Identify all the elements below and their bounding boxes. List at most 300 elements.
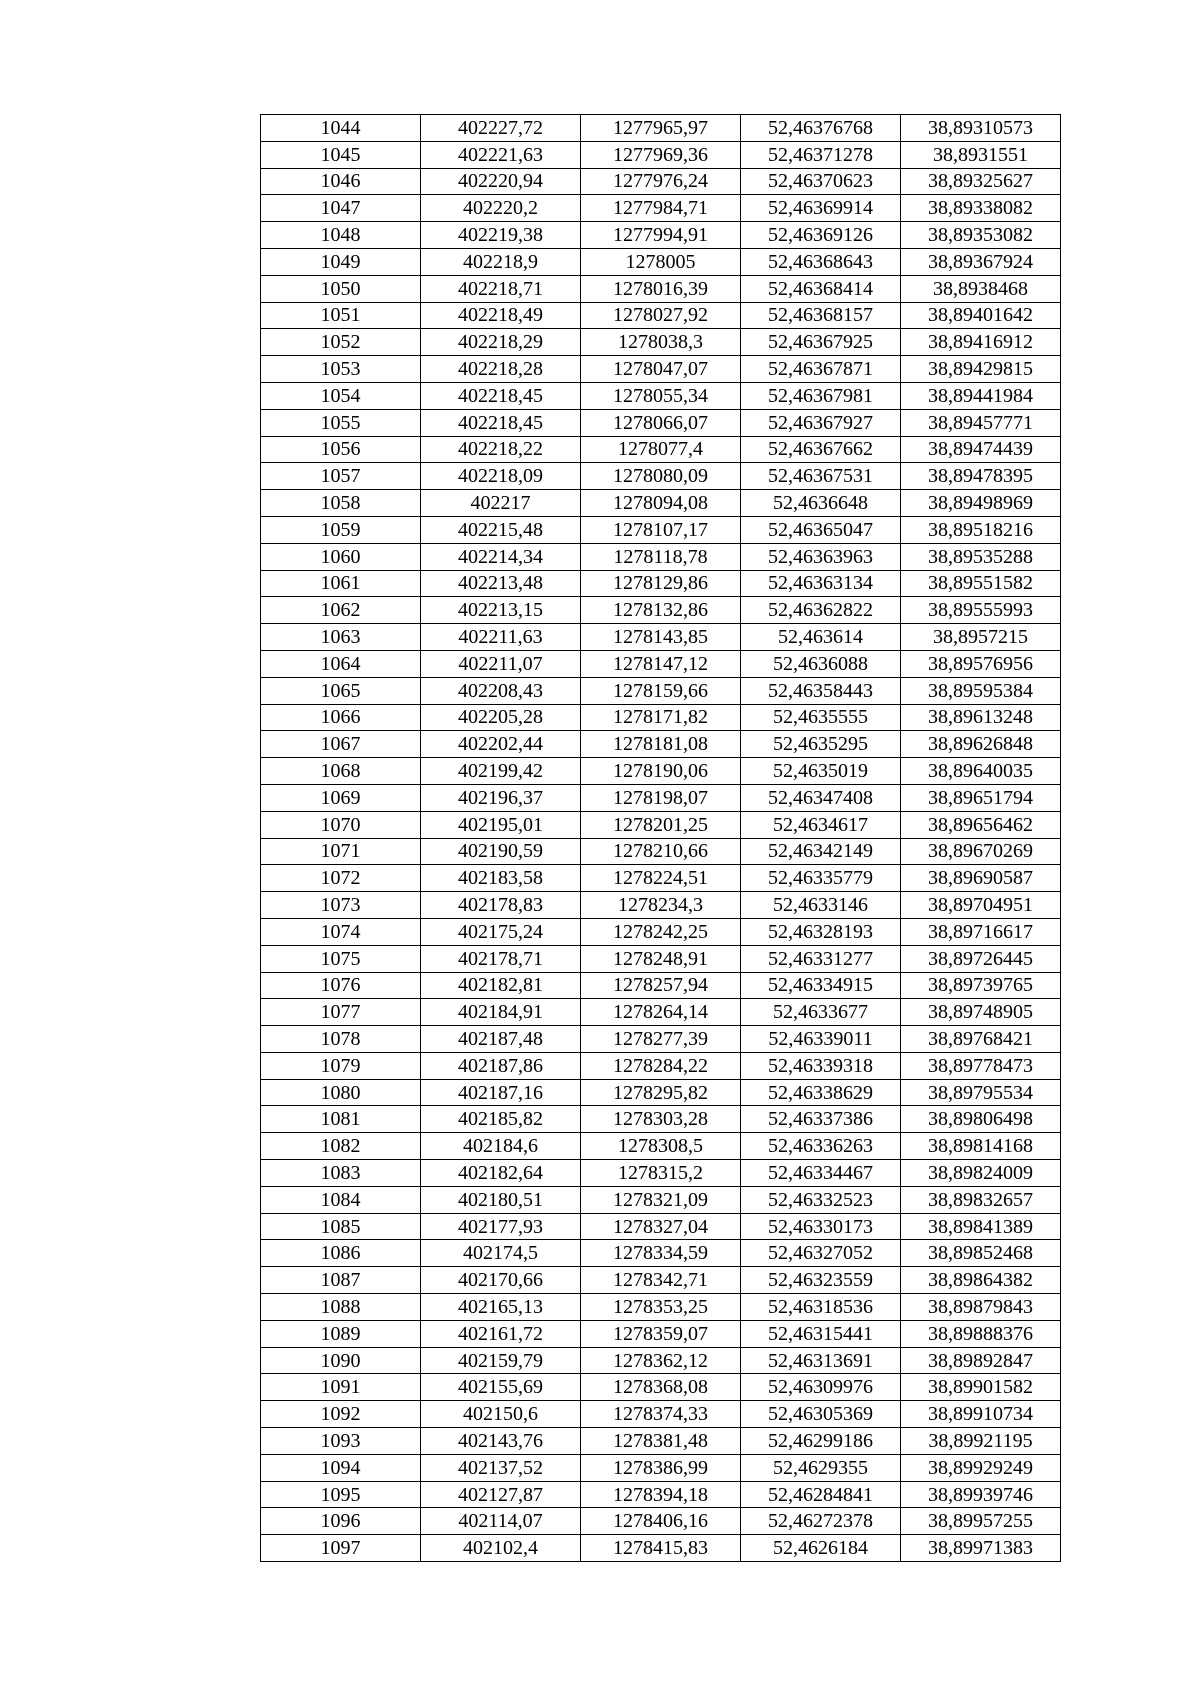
y-coordinate-cell: 1278248,91 — [581, 945, 741, 972]
longitude-cell: 38,89353082 — [901, 222, 1061, 249]
table-row — [261, 356, 1061, 383]
latitude-cell: 52,46332523 — [741, 1186, 901, 1213]
y-coordinate-cell: 1277976,24 — [581, 168, 741, 195]
longitude-cell: 38,89457771 — [901, 409, 1061, 436]
y-coordinate-cell: 1278143,85 — [581, 624, 741, 651]
y-coordinate-cell: 1278264,14 — [581, 999, 741, 1026]
x-coordinate-cell: 402199,42 — [421, 758, 581, 785]
table-row — [261, 1454, 1061, 1481]
latitude-cell: 52,46367981 — [741, 382, 901, 409]
longitude-cell: 38,89814168 — [901, 1133, 1061, 1160]
latitude-cell: 52,46327052 — [741, 1240, 901, 1267]
y-coordinate-cell: 1278342,71 — [581, 1267, 741, 1294]
table-row — [261, 1133, 1061, 1160]
table-row — [261, 168, 1061, 195]
latitude-cell: 52,46318536 — [741, 1294, 901, 1321]
longitude-cell: 38,89626848 — [901, 731, 1061, 758]
x-coordinate-cell: 402137,52 — [421, 1454, 581, 1481]
table-row — [261, 1186, 1061, 1213]
y-coordinate-cell: 1278077,4 — [581, 436, 741, 463]
point-number-cell: 1079 — [261, 1052, 421, 1079]
point-number-cell: 1050 — [261, 275, 421, 302]
table-row — [261, 758, 1061, 785]
y-coordinate-cell: 1278027,92 — [581, 302, 741, 329]
longitude-cell: 38,89325627 — [901, 168, 1061, 195]
x-coordinate-cell: 402114,07 — [421, 1508, 581, 1535]
longitude-cell: 38,89852468 — [901, 1240, 1061, 1267]
x-coordinate-cell: 402218,45 — [421, 409, 581, 436]
latitude-cell: 52,46272378 — [741, 1508, 901, 1535]
y-coordinate-cell: 1278224,51 — [581, 865, 741, 892]
point-number-cell: 1092 — [261, 1401, 421, 1428]
latitude-cell: 52,46339318 — [741, 1052, 901, 1079]
x-coordinate-cell: 402205,28 — [421, 704, 581, 731]
x-coordinate-cell: 402143,76 — [421, 1428, 581, 1455]
latitude-cell: 52,46284841 — [741, 1481, 901, 1508]
x-coordinate-cell: 402220,94 — [421, 168, 581, 195]
longitude-cell: 38,89892847 — [901, 1347, 1061, 1374]
x-coordinate-cell: 402218,29 — [421, 329, 581, 356]
y-coordinate-cell: 1278201,25 — [581, 811, 741, 838]
point-number-cell: 1091 — [261, 1374, 421, 1401]
point-number-cell: 1082 — [261, 1133, 421, 1160]
table-row — [261, 1320, 1061, 1347]
x-coordinate-cell: 402177,93 — [421, 1213, 581, 1240]
table-row — [261, 1106, 1061, 1133]
x-coordinate-cell: 402159,79 — [421, 1347, 581, 1374]
point-number-cell: 1061 — [261, 570, 421, 597]
x-coordinate-cell: 402184,91 — [421, 999, 581, 1026]
longitude-cell: 38,89670269 — [901, 838, 1061, 865]
longitude-cell: 38,89910734 — [901, 1401, 1061, 1428]
x-coordinate-cell: 402190,59 — [421, 838, 581, 865]
y-coordinate-cell: 1278374,33 — [581, 1401, 741, 1428]
y-coordinate-cell: 1278181,08 — [581, 731, 741, 758]
y-coordinate-cell: 1278415,83 — [581, 1535, 741, 1562]
longitude-cell: 38,89555993 — [901, 597, 1061, 624]
longitude-cell: 38,89957255 — [901, 1508, 1061, 1535]
y-coordinate-cell: 1278016,39 — [581, 275, 741, 302]
x-coordinate-cell: 402182,81 — [421, 972, 581, 999]
x-coordinate-cell: 402214,34 — [421, 543, 581, 570]
y-coordinate-cell: 1278107,17 — [581, 516, 741, 543]
longitude-cell: 38,89613248 — [901, 704, 1061, 731]
point-number-cell: 1064 — [261, 650, 421, 677]
latitude-cell: 52,46367662 — [741, 436, 901, 463]
table-row — [261, 1481, 1061, 1508]
table-row — [261, 1052, 1061, 1079]
y-coordinate-cell: 1278118,78 — [581, 543, 741, 570]
point-number-cell: 1070 — [261, 811, 421, 838]
latitude-cell: 52,46368414 — [741, 275, 901, 302]
x-coordinate-cell: 402202,44 — [421, 731, 581, 758]
point-number-cell: 1044 — [261, 115, 421, 142]
x-coordinate-cell: 402218,49 — [421, 302, 581, 329]
point-number-cell: 1053 — [261, 356, 421, 383]
table-row — [261, 597, 1061, 624]
longitude-cell: 38,89888376 — [901, 1320, 1061, 1347]
table-row — [261, 516, 1061, 543]
longitude-cell: 38,89651794 — [901, 784, 1061, 811]
latitude-cell: 52,46362822 — [741, 597, 901, 624]
x-coordinate-cell: 402180,51 — [421, 1186, 581, 1213]
point-number-cell: 1069 — [261, 784, 421, 811]
table-row — [261, 1535, 1061, 1562]
point-number-cell: 1060 — [261, 543, 421, 570]
x-coordinate-cell: 402175,24 — [421, 918, 581, 945]
y-coordinate-cell: 1278327,04 — [581, 1213, 741, 1240]
table-row — [261, 918, 1061, 945]
longitude-cell: 38,89640035 — [901, 758, 1061, 785]
y-coordinate-cell: 1278047,07 — [581, 356, 741, 383]
longitude-cell: 38,89864382 — [901, 1267, 1061, 1294]
x-coordinate-cell: 402208,43 — [421, 677, 581, 704]
x-coordinate-cell: 402185,82 — [421, 1106, 581, 1133]
latitude-cell: 52,46299186 — [741, 1428, 901, 1455]
longitude-cell: 38,89478395 — [901, 463, 1061, 490]
longitude-cell: 38,89498969 — [901, 490, 1061, 517]
x-coordinate-cell: 402220,2 — [421, 195, 581, 222]
point-number-cell: 1096 — [261, 1508, 421, 1535]
longitude-cell: 38,89595384 — [901, 677, 1061, 704]
y-coordinate-cell: 1278198,07 — [581, 784, 741, 811]
table-row — [261, 1508, 1061, 1535]
y-coordinate-cell: 1278386,99 — [581, 1454, 741, 1481]
latitude-cell: 52,46367531 — [741, 463, 901, 490]
point-number-cell: 1066 — [261, 704, 421, 731]
latitude-cell: 52,46365047 — [741, 516, 901, 543]
latitude-cell: 52,46309976 — [741, 1374, 901, 1401]
table-row — [261, 248, 1061, 275]
y-coordinate-cell: 1278147,12 — [581, 650, 741, 677]
x-coordinate-cell: 402183,58 — [421, 865, 581, 892]
y-coordinate-cell: 1278210,66 — [581, 838, 741, 865]
table-row — [261, 650, 1061, 677]
point-number-cell: 1058 — [261, 490, 421, 517]
x-coordinate-cell: 402213,15 — [421, 597, 581, 624]
point-number-cell: 1093 — [261, 1428, 421, 1455]
latitude-cell: 52,46337386 — [741, 1106, 901, 1133]
y-coordinate-cell: 1278362,12 — [581, 1347, 741, 1374]
longitude-cell: 38,89768421 — [901, 1026, 1061, 1053]
table-row — [261, 1374, 1061, 1401]
y-coordinate-cell: 1278005 — [581, 248, 741, 275]
longitude-cell: 38,89841389 — [901, 1213, 1061, 1240]
y-coordinate-cell: 1278303,28 — [581, 1106, 741, 1133]
point-number-cell: 1059 — [261, 516, 421, 543]
latitude-cell: 52,4635295 — [741, 731, 901, 758]
longitude-cell: 38,89748905 — [901, 999, 1061, 1026]
table-row — [261, 677, 1061, 704]
y-coordinate-cell: 1278055,34 — [581, 382, 741, 409]
latitude-cell: 52,46315441 — [741, 1320, 901, 1347]
x-coordinate-cell: 402184,6 — [421, 1133, 581, 1160]
y-coordinate-cell: 1278066,07 — [581, 409, 741, 436]
table-row — [261, 972, 1061, 999]
y-coordinate-cell: 1278038,3 — [581, 329, 741, 356]
latitude-cell: 52,4626184 — [741, 1535, 901, 1562]
table-row — [261, 731, 1061, 758]
latitude-cell: 52,4633677 — [741, 999, 901, 1026]
x-coordinate-cell: 402213,48 — [421, 570, 581, 597]
y-coordinate-cell: 1278406,16 — [581, 1508, 741, 1535]
point-number-cell: 1056 — [261, 436, 421, 463]
latitude-cell: 52,46363963 — [741, 543, 901, 570]
longitude-cell: 38,89971383 — [901, 1535, 1061, 1562]
y-coordinate-cell: 1278190,06 — [581, 758, 741, 785]
table-row — [261, 999, 1061, 1026]
point-number-cell: 1048 — [261, 222, 421, 249]
y-coordinate-cell: 1277969,36 — [581, 141, 741, 168]
table-row — [261, 275, 1061, 302]
longitude-cell: 38,89939746 — [901, 1481, 1061, 1508]
table-row — [261, 838, 1061, 865]
point-number-cell: 1080 — [261, 1079, 421, 1106]
x-coordinate-cell: 402221,63 — [421, 141, 581, 168]
x-coordinate-cell: 402211,07 — [421, 650, 581, 677]
table-row — [261, 141, 1061, 168]
x-coordinate-cell: 402150,6 — [421, 1401, 581, 1428]
longitude-cell: 38,89551582 — [901, 570, 1061, 597]
longitude-cell: 38,89310573 — [901, 115, 1061, 142]
table-row — [261, 1213, 1061, 1240]
latitude-cell: 52,463614 — [741, 624, 901, 651]
latitude-cell: 52,4635555 — [741, 704, 901, 731]
longitude-cell: 38,89576956 — [901, 650, 1061, 677]
point-number-cell: 1095 — [261, 1481, 421, 1508]
point-number-cell: 1067 — [261, 731, 421, 758]
y-coordinate-cell: 1278368,08 — [581, 1374, 741, 1401]
longitude-cell: 38,89518216 — [901, 516, 1061, 543]
latitude-cell: 52,46369914 — [741, 195, 901, 222]
point-number-cell: 1078 — [261, 1026, 421, 1053]
x-coordinate-cell: 402161,72 — [421, 1320, 581, 1347]
longitude-cell: 38,89795534 — [901, 1079, 1061, 1106]
table-row — [261, 1294, 1061, 1321]
y-coordinate-cell: 1278094,08 — [581, 490, 741, 517]
point-number-cell: 1087 — [261, 1267, 421, 1294]
y-coordinate-cell: 1278277,39 — [581, 1026, 741, 1053]
table-row — [261, 195, 1061, 222]
coordinates-table-body — [261, 115, 1061, 1562]
table-row — [261, 115, 1061, 142]
y-coordinate-cell: 1277994,91 — [581, 222, 741, 249]
latitude-cell: 52,46305369 — [741, 1401, 901, 1428]
point-number-cell: 1083 — [261, 1160, 421, 1187]
point-number-cell: 1089 — [261, 1320, 421, 1347]
x-coordinate-cell: 402219,38 — [421, 222, 581, 249]
latitude-cell: 52,46367927 — [741, 409, 901, 436]
y-coordinate-cell: 1278295,82 — [581, 1079, 741, 1106]
x-coordinate-cell: 402165,13 — [421, 1294, 581, 1321]
point-number-cell: 1051 — [261, 302, 421, 329]
latitude-cell: 52,4634617 — [741, 811, 901, 838]
table-row — [261, 409, 1061, 436]
latitude-cell: 52,46313691 — [741, 1347, 901, 1374]
longitude-cell: 38,89778473 — [901, 1052, 1061, 1079]
y-coordinate-cell: 1278129,86 — [581, 570, 741, 597]
point-number-cell: 1065 — [261, 677, 421, 704]
table-row — [261, 784, 1061, 811]
point-number-cell: 1057 — [261, 463, 421, 490]
latitude-cell: 52,46371278 — [741, 141, 901, 168]
point-number-cell: 1086 — [261, 1240, 421, 1267]
latitude-cell: 52,4633146 — [741, 892, 901, 919]
y-coordinate-cell: 1278171,82 — [581, 704, 741, 731]
point-number-cell: 1077 — [261, 999, 421, 1026]
point-number-cell: 1075 — [261, 945, 421, 972]
point-number-cell: 1094 — [261, 1454, 421, 1481]
longitude-cell: 38,89824009 — [901, 1160, 1061, 1187]
x-coordinate-cell: 402211,63 — [421, 624, 581, 651]
longitude-cell: 38,89338082 — [901, 195, 1061, 222]
point-number-cell: 1062 — [261, 597, 421, 624]
x-coordinate-cell: 402170,66 — [421, 1267, 581, 1294]
table-row — [261, 892, 1061, 919]
table-row — [261, 1240, 1061, 1267]
y-coordinate-cell: 1278080,09 — [581, 463, 741, 490]
x-coordinate-cell: 402195,01 — [421, 811, 581, 838]
latitude-cell: 52,4629355 — [741, 1454, 901, 1481]
point-number-cell: 1085 — [261, 1213, 421, 1240]
y-coordinate-cell: 1278132,86 — [581, 597, 741, 624]
latitude-cell: 52,46368157 — [741, 302, 901, 329]
latitude-cell: 52,4636648 — [741, 490, 901, 517]
latitude-cell: 52,46367925 — [741, 329, 901, 356]
y-coordinate-cell: 1278353,25 — [581, 1294, 741, 1321]
x-coordinate-cell: 402218,22 — [421, 436, 581, 463]
point-number-cell: 1081 — [261, 1106, 421, 1133]
latitude-cell: 52,46363134 — [741, 570, 901, 597]
point-number-cell: 1097 — [261, 1535, 421, 1562]
y-coordinate-cell: 1278284,22 — [581, 1052, 741, 1079]
latitude-cell: 52,46336263 — [741, 1133, 901, 1160]
x-coordinate-cell: 402218,9 — [421, 248, 581, 275]
latitude-cell: 52,46369126 — [741, 222, 901, 249]
x-coordinate-cell: 402187,16 — [421, 1079, 581, 1106]
x-coordinate-cell: 402187,48 — [421, 1026, 581, 1053]
y-coordinate-cell: 1278242,25 — [581, 918, 741, 945]
table-row — [261, 1428, 1061, 1455]
latitude-cell: 52,46342149 — [741, 838, 901, 865]
latitude-cell: 52,46347408 — [741, 784, 901, 811]
longitude-cell: 38,89401642 — [901, 302, 1061, 329]
longitude-cell: 38,89929249 — [901, 1454, 1061, 1481]
latitude-cell: 52,46370623 — [741, 168, 901, 195]
y-coordinate-cell: 1278308,5 — [581, 1133, 741, 1160]
latitude-cell: 52,46330173 — [741, 1213, 901, 1240]
table-row — [261, 1267, 1061, 1294]
point-number-cell: 1046 — [261, 168, 421, 195]
x-coordinate-cell: 402196,37 — [421, 784, 581, 811]
table-row — [261, 382, 1061, 409]
latitude-cell: 52,46338629 — [741, 1079, 901, 1106]
point-number-cell: 1055 — [261, 409, 421, 436]
table-row — [261, 1026, 1061, 1053]
x-coordinate-cell: 402178,83 — [421, 892, 581, 919]
x-coordinate-cell: 402127,87 — [421, 1481, 581, 1508]
table-row — [261, 945, 1061, 972]
coordinates-table — [260, 114, 1061, 1562]
point-number-cell: 1088 — [261, 1294, 421, 1321]
x-coordinate-cell: 402187,86 — [421, 1052, 581, 1079]
longitude-cell: 38,89921195 — [901, 1428, 1061, 1455]
point-number-cell: 1072 — [261, 865, 421, 892]
x-coordinate-cell: 402182,64 — [421, 1160, 581, 1187]
x-coordinate-cell: 402102,4 — [421, 1535, 581, 1562]
point-number-cell: 1052 — [261, 329, 421, 356]
y-coordinate-cell: 1278334,59 — [581, 1240, 741, 1267]
point-number-cell: 1047 — [261, 195, 421, 222]
table-row — [261, 1401, 1061, 1428]
point-number-cell: 1068 — [261, 758, 421, 785]
x-coordinate-cell: 402178,71 — [421, 945, 581, 972]
latitude-cell: 52,46335779 — [741, 865, 901, 892]
x-coordinate-cell: 402227,72 — [421, 115, 581, 142]
longitude-cell: 38,89704951 — [901, 892, 1061, 919]
table-row — [261, 302, 1061, 329]
longitude-cell: 38,89806498 — [901, 1106, 1061, 1133]
y-coordinate-cell: 1278359,07 — [581, 1320, 741, 1347]
point-number-cell: 1084 — [261, 1186, 421, 1213]
longitude-cell: 38,89716617 — [901, 918, 1061, 945]
longitude-cell: 38,89739765 — [901, 972, 1061, 999]
y-coordinate-cell: 1277984,71 — [581, 195, 741, 222]
latitude-cell: 52,46331277 — [741, 945, 901, 972]
y-coordinate-cell: 1278381,48 — [581, 1428, 741, 1455]
y-coordinate-cell: 1278321,09 — [581, 1186, 741, 1213]
longitude-cell: 38,89726445 — [901, 945, 1061, 972]
table-row — [261, 463, 1061, 490]
latitude-cell: 52,46328193 — [741, 918, 901, 945]
x-coordinate-cell: 402174,5 — [421, 1240, 581, 1267]
table-row — [261, 865, 1061, 892]
latitude-cell: 52,46376768 — [741, 115, 901, 142]
table-row — [261, 704, 1061, 731]
point-number-cell: 1073 — [261, 892, 421, 919]
table-row — [261, 222, 1061, 249]
x-coordinate-cell: 402155,69 — [421, 1374, 581, 1401]
table-row — [261, 624, 1061, 651]
latitude-cell: 52,4636088 — [741, 650, 901, 677]
point-number-cell: 1045 — [261, 141, 421, 168]
x-coordinate-cell: 402218,09 — [421, 463, 581, 490]
longitude-cell: 38,89416912 — [901, 329, 1061, 356]
longitude-cell: 38,89367924 — [901, 248, 1061, 275]
longitude-cell: 38,89656462 — [901, 811, 1061, 838]
point-number-cell: 1090 — [261, 1347, 421, 1374]
longitude-cell: 38,8957215 — [901, 624, 1061, 651]
point-number-cell: 1063 — [261, 624, 421, 651]
table-row — [261, 811, 1061, 838]
longitude-cell: 38,89901582 — [901, 1374, 1061, 1401]
point-number-cell: 1049 — [261, 248, 421, 275]
point-number-cell: 1074 — [261, 918, 421, 945]
table-row — [261, 1347, 1061, 1374]
table-row — [261, 570, 1061, 597]
x-coordinate-cell: 402215,48 — [421, 516, 581, 543]
latitude-cell: 52,46339011 — [741, 1026, 901, 1053]
table-row — [261, 329, 1061, 356]
x-coordinate-cell: 402217 — [421, 490, 581, 517]
longitude-cell: 38,89535288 — [901, 543, 1061, 570]
table-row — [261, 436, 1061, 463]
table-row — [261, 1079, 1061, 1106]
y-coordinate-cell: 1278234,3 — [581, 892, 741, 919]
latitude-cell: 52,46334915 — [741, 972, 901, 999]
x-coordinate-cell: 402218,71 — [421, 275, 581, 302]
y-coordinate-cell: 1278315,2 — [581, 1160, 741, 1187]
